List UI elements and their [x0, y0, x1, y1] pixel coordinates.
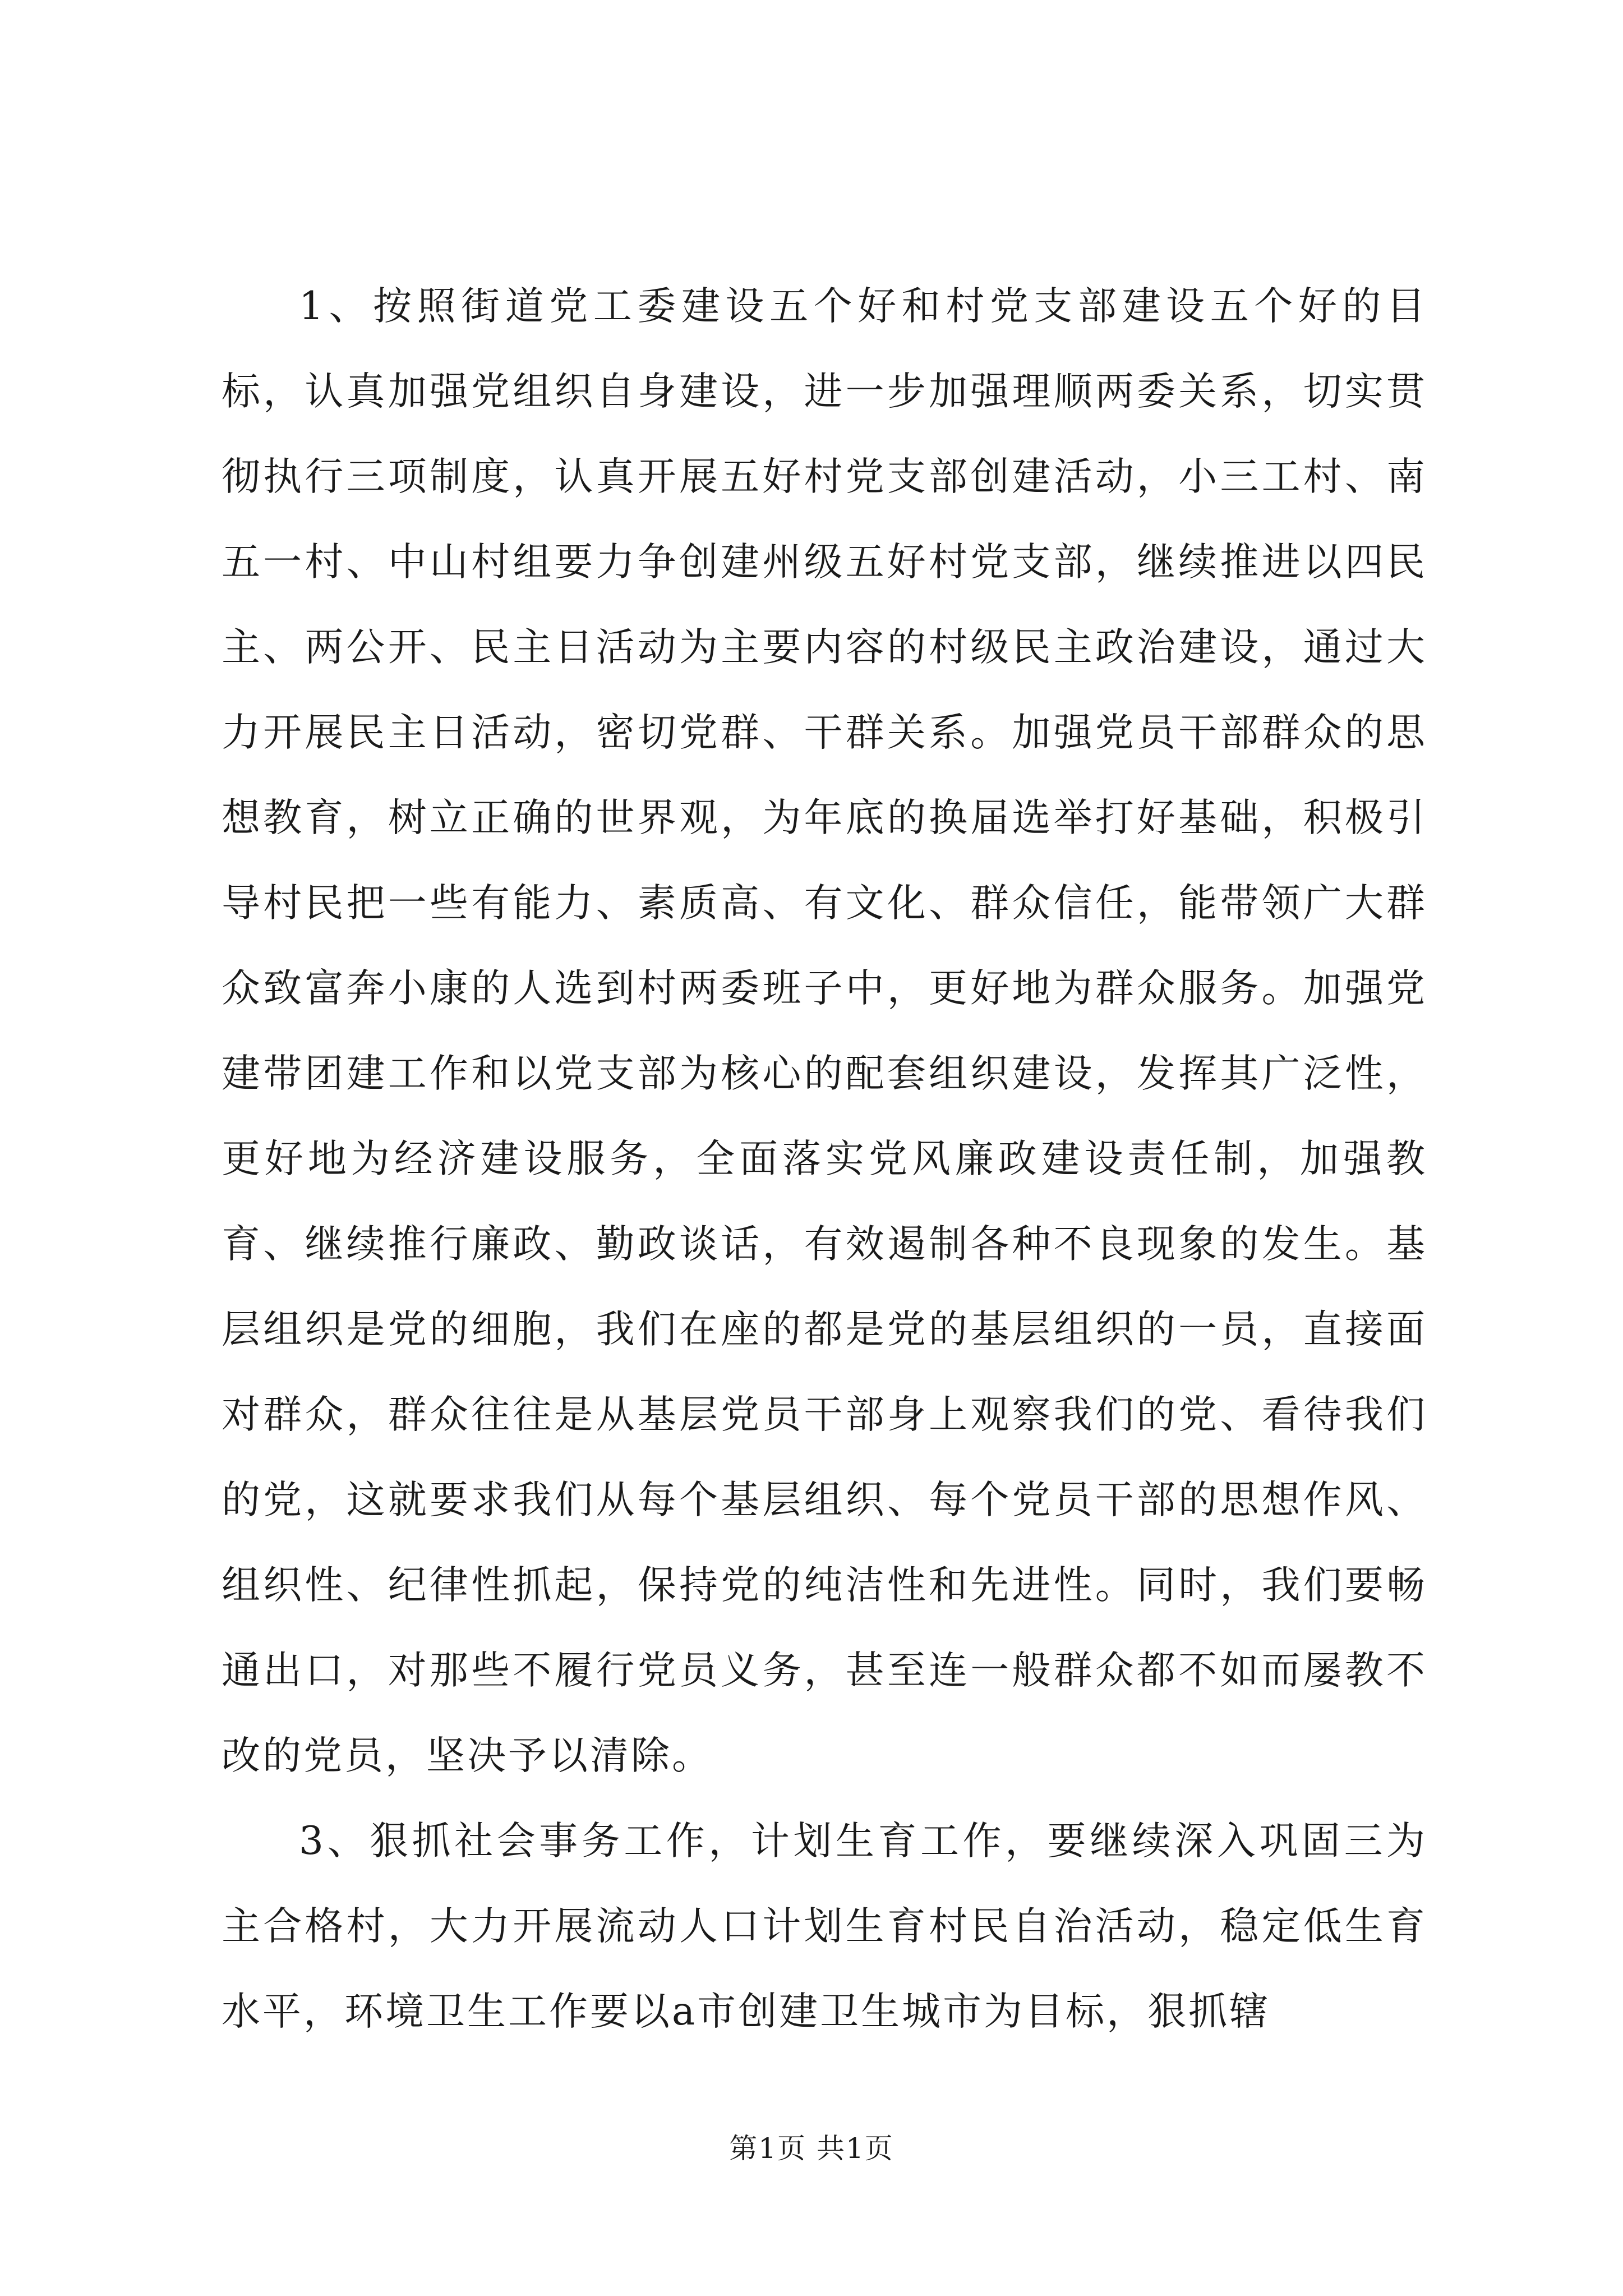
document-body	[222, 264, 1427, 2054]
paragraph-2: 3、狠抓社会事务工作，计划生育工作，要继续深入巩固三为主合格村，大力开展流动人口计划生育村民自治活动，稳定低生育水平，环境卫生工作要以a市创建卫生城市为目标，狠抓辖	[222, 1819, 1427, 2034]
paragraph-1: 1、按照街道党工委建设五个好和村党支部建设五个好的目标，认真加强党组织自身建设，进一步加强理顺两委关系，切实贯彻执行三项制度，认真开展五好村党支部创建活动，小三工村、南五一村、中山村组要力争创建州级五好村党支部，继续推进以四民主、两公开、民主日活动为主要内容的村级民主政治建设，通过大力开展民主日活动，密切党群、干群关系。加强党员干部群众的思想教育，树立正确的世界观，为年底的换届选举打好基础，积极引导村民把一些有能力、素质高、有文化、群众信任，能带领广大群众致富奔小康的人选到村两委班子中，更好地为群众服务。加强党建带团建工作和以党支部为核心的配套组织建设，发挥其广泛性，更好地为经济建设服务，全面落实党风廉政建设责任制，加强教育、继续推行廉政、勤政谈话，有效遏制各种不良现象的发生。基层组织是党的细胞，我们在座的都是党的基层组织的一员，直接面对群众，群众往往是从基层党员干部身上观察我们的党、看待我们的党，这就要求我们从每个基层组织、每个党员干部的思想作风、组织性、纪律性抓起，保持党的纯洁性和先进性。同时，我们要畅通出口，对那些不履行党员义务，甚至连一般群众都不如而屡教不改的党员，坚决予以清除。	[222, 284, 1427, 1778]
page-footer: 第1页 共1页	[729, 2132, 894, 2165]
